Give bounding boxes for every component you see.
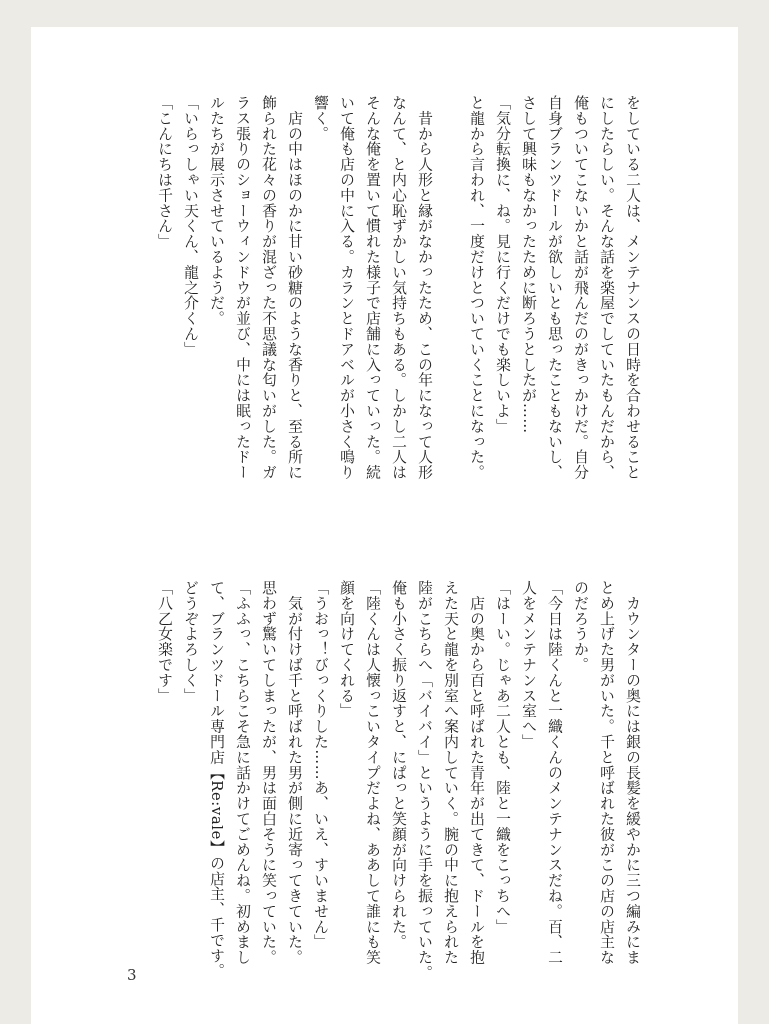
text-line: ラス張りのショーウィンドウが並び、中には眠ったドー xyxy=(234,95,251,480)
text-line: 店の奥から百と呼ばれた青年が出てきて、ドールを抱 xyxy=(468,580,485,965)
text-line: をしている二人は、メンテナンスの日時を合わせること xyxy=(624,95,641,480)
text-line: 響く。 xyxy=(312,95,329,142)
text-line: のだろうか。 xyxy=(572,580,589,673)
text-line: 「うおっ！びっくりした……あ、いえ、すいません」 xyxy=(312,580,329,950)
text-line: ルたちが展示させているようだ。 xyxy=(208,95,225,326)
text-line: 「はーい。じゃあ二人とも、陸と一織をこっちへ」 xyxy=(494,580,511,935)
text-line: 自身ブランツドールが欲しいとも思ったこともないし、 xyxy=(546,95,563,480)
text-line: 飾られた花々の香りが混ざった不思議な匂いがした。ガ xyxy=(260,95,277,480)
text-line: カウンターの奥には銀の長髪を緩やかに三つ編みにま xyxy=(624,580,641,965)
text-line: 「今日は陸くんと一織くんのメンテナンスだね。百、二 xyxy=(546,580,563,965)
text-line: 思わず驚いてしまったが、男は面白そうに笑っていた。 xyxy=(260,580,277,965)
text-line: と龍から言われ、一度だけとついていくことになった。 xyxy=(468,95,485,480)
text-line: 気が付けば千と呼ばれた男が側に近寄ってきていた。 xyxy=(286,580,303,965)
text-line: 俺もついてこないかと話が飛んだのがきっかけだ。自分 xyxy=(572,95,589,480)
text-line: 「ふふっ、こちらこそ急に話かけてごめんね。初めまし xyxy=(234,580,251,965)
page-number: 3 xyxy=(127,966,137,984)
text-line: えた天と龍を別室へ案内していく。腕の中に抱えられた xyxy=(442,580,459,965)
text-line: どうぞよろしく」 xyxy=(182,580,199,704)
upper-text-block xyxy=(151,95,645,555)
text-line: とめ上げた男がいた。千と呼ばれた彼がこの店の店主な xyxy=(598,580,615,965)
text-line: 店の中はほのかに甘い砂糖のような香りと、至る所に xyxy=(286,95,303,480)
text-line: なんて、と内心恥ずかしい気持ちもある。しかし二人は xyxy=(390,95,407,480)
text-line: 昔から人形と縁がなかったため、この年になって人形 xyxy=(416,95,433,480)
text-line: て、ブランツドール専門店【Re:vale】の店主、千です。 xyxy=(208,580,225,979)
page-sheet xyxy=(31,27,738,1024)
lower-text-block xyxy=(151,580,645,1000)
blank-line xyxy=(437,95,463,555)
text-line: 陸がこちらへ「バイバイ」というように手を振っていた。 xyxy=(416,580,433,981)
text-line: いて俺も店の中に入る。カランとドアベルが小さく鳴り xyxy=(338,95,355,480)
text-line: そんな俺を置いて慣れた様子で店舗に入っていった。続 xyxy=(364,95,381,480)
text-line: 「気分転換に、ね。見に行くだけでも楽しいよ」 xyxy=(494,95,511,434)
text-line: 「いらっしゃい天くん、龍之介くん」 xyxy=(182,95,199,357)
text-line: さして興味もなかったために断ろうとしたが…… xyxy=(520,95,537,434)
text-line: にしたらしい。そんな話を楽屋でしていたもんだから、 xyxy=(598,95,615,480)
text-line: 人をメンテナンス室へ」 xyxy=(520,580,537,750)
text-line: 顔を向けてくれる」 xyxy=(338,580,355,719)
text-line: 俺も小さく振り返すと、にぱっと笑顔が向けられた。 xyxy=(390,580,407,950)
text-line: 「こんにちは千さん」 xyxy=(156,95,173,249)
text-line: 「八乙女楽です」 xyxy=(156,580,173,704)
text-line: 「陸くんは人懐っこいタイプだよね、ああして誰にも笑 xyxy=(364,580,381,965)
